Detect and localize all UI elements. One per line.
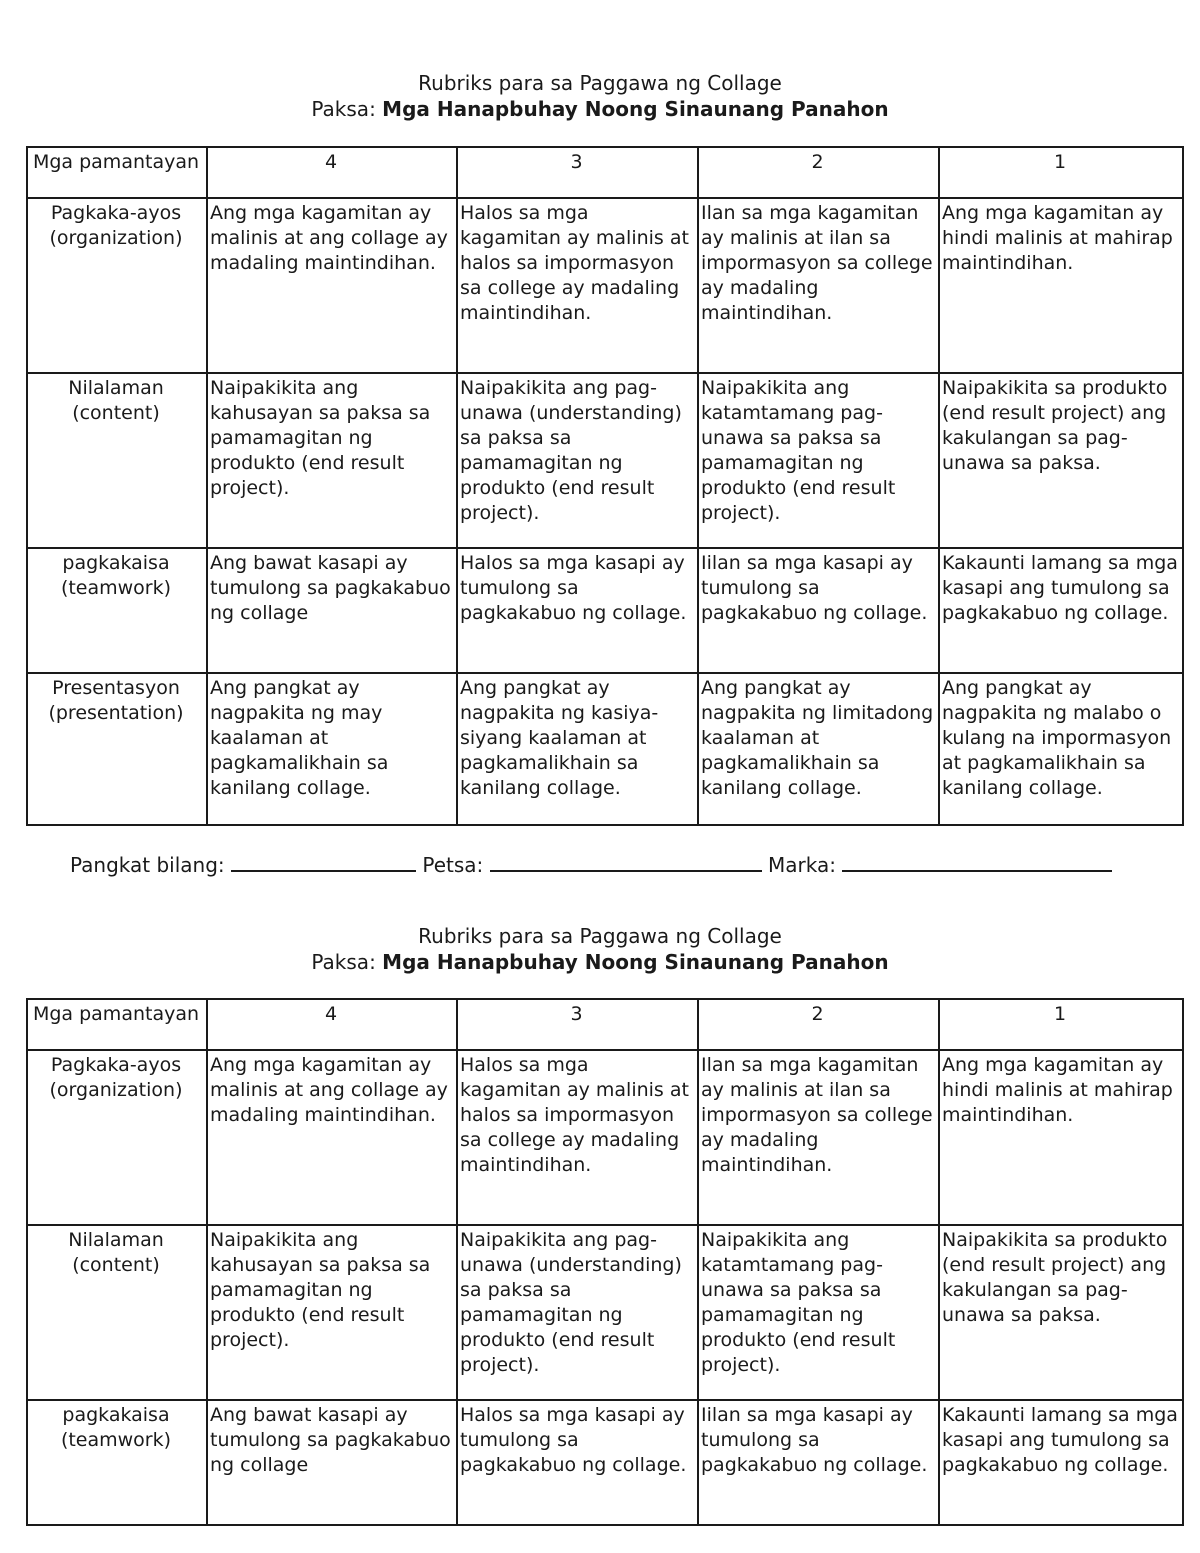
- rubric-row-organization: [27, 198, 1183, 373]
- descriptor-cell: Naipakikita sa produkto (end result project) ang kakulangan sa pag-unawa sa paksa.: [939, 1225, 1183, 1400]
- descriptor-cell: Naipakikita ang katamtamang pag-unawa sa paksa sa pamamagitan ng produkto (end result project).: [698, 1225, 939, 1400]
- rubric-row-teamwork: [27, 548, 1183, 673]
- rubric-topic-line: [0, 949, 1200, 975]
- score-blank[interactable]: [842, 848, 1112, 872]
- descriptor-cell: Kakaunti lamang sa mga kasapi ang tumulong sa pagkakabuo ng collage.: [939, 1400, 1183, 1525]
- header-score-1: 1: [939, 999, 1183, 1050]
- descriptor-cell: Kakaunti lamang sa mga kasapi ang tumulong sa pagkakabuo ng collage.: [939, 548, 1183, 673]
- group-number-label: Pangkat bilang:: [70, 853, 225, 877]
- descriptor-cell: Ilan sa mga kagamitan ay malinis at ilan sa impormasyon sa college ay madaling maintindihan.: [698, 1050, 939, 1225]
- group-number-blank[interactable]: [231, 848, 416, 872]
- criterion-cell: pagkakaisa (teamwork): [27, 1400, 207, 1525]
- header-score-4: 4: [207, 147, 457, 198]
- rubric-title-block-2: [0, 923, 1200, 975]
- descriptor-cell: Ilan sa mga kagamitan ay malinis at ilan sa impormasyon sa college ay madaling maintindihan.: [698, 198, 939, 373]
- criterion-cell: pagkakaisa (teamwork): [27, 548, 207, 673]
- rubric-topic-line: [0, 96, 1200, 122]
- descriptor-cell: Ang pangkat ay nagpakita ng kasiya-siyang kaalaman at pagkamalikhain sa kanilang collage.: [457, 673, 698, 825]
- topic-label: Paksa:: [311, 950, 376, 974]
- rubric-row-content: [27, 373, 1183, 548]
- descriptor-cell: Naipakikita ang katamtamang pag-unawa sa paksa sa pamamagitan ng produkto (end result project).: [698, 373, 939, 548]
- header-score-4: 4: [207, 999, 457, 1050]
- criterion-cell: Nilalaman (content): [27, 1225, 207, 1400]
- descriptor-cell: Ang bawat kasapi ay tumulong sa pagkakabuo ng collage: [207, 548, 457, 673]
- header-score-3: 3: [457, 999, 698, 1050]
- topic-value: Mga Hanapbuhay Noong Sinaunang Panahon: [382, 950, 889, 974]
- rubric-row-organization: [27, 1050, 1183, 1225]
- descriptor-cell: Naipakikita ang kahusayan sa paksa sa pamamagitan ng produkto (end result project).: [207, 373, 457, 548]
- header-score-2: 2: [698, 999, 939, 1050]
- rubric-table-2: [26, 998, 1184, 1526]
- header-score-1: 1: [939, 147, 1183, 198]
- rubric-title: Rubriks para sa Paggawa ng Collage: [418, 71, 782, 95]
- descriptor-cell: Ang mga kagamitan ay malinis at ang collage ay madaling maintindihan.: [207, 1050, 457, 1225]
- header-criteria: Mga pamantayan: [27, 999, 207, 1050]
- descriptor-cell: Naipakikita ang pag-unawa (understanding) sa paksa sa pamamagitan ng produkto (end result project).: [457, 1225, 698, 1400]
- score-label: Marka:: [768, 853, 836, 877]
- date-blank[interactable]: [490, 848, 762, 872]
- rubric-header-row: [27, 999, 1183, 1050]
- descriptor-cell: Iilan sa mga kasapi ay tumulong sa pagkakabuo ng collage.: [698, 1400, 939, 1525]
- rubric-row-presentation: [27, 673, 1183, 825]
- criterion-cell: Pagkaka-ayos (organization): [27, 198, 207, 373]
- descriptor-cell: Iilan sa mga kasapi ay tumulong sa pagkakabuo ng collage.: [698, 548, 939, 673]
- criterion-cell: Nilalaman (content): [27, 373, 207, 548]
- descriptor-cell: Ang pangkat ay nagpakita ng may kaalaman at pagkamalikhain sa kanilang collage.: [207, 673, 457, 825]
- date-label: Petsa:: [422, 853, 484, 877]
- descriptor-cell: Ang mga kagamitan ay hindi malinis at mahirap maintindihan.: [939, 1050, 1183, 1225]
- header-criteria: Mga pamantayan: [27, 147, 207, 198]
- topic-label: Paksa:: [311, 97, 376, 121]
- descriptor-cell: Naipakikita ang pag-unawa (understanding) sa paksa sa pamamagitan ng produkto (end result project).: [457, 373, 698, 548]
- descriptor-cell: Ang pangkat ay nagpakita ng limitadong kaalaman at pagkamalikhain sa kanilang collage.: [698, 673, 939, 825]
- rubric-table-2-clip: [0, 998, 1200, 1476]
- topic-value: Mga Hanapbuhay Noong Sinaunang Panahon: [382, 97, 889, 121]
- descriptor-cell: Naipakikita ang kahusayan sa paksa sa pamamagitan ng produkto (end result project).: [207, 1225, 457, 1400]
- criterion-cell: Presentasyon (presentation): [27, 673, 207, 825]
- descriptor-cell: Halos sa mga kagamitan ay malinis at halos sa impormasyon sa college ay madaling maintindihan.: [457, 1050, 698, 1225]
- rubric-header-row: [27, 147, 1183, 198]
- header-score-2: 2: [698, 147, 939, 198]
- header-score-3: 3: [457, 147, 698, 198]
- rubric-row-content: [27, 1225, 1183, 1400]
- rubric-table-1: [26, 146, 1184, 826]
- rubric-title: Rubriks para sa Paggawa ng Collage: [418, 924, 782, 948]
- descriptor-cell: Ang bawat kasapi ay tumulong sa pagkakabuo ng collage: [207, 1400, 457, 1525]
- descriptor-cell: Halos sa mga kagamitan ay malinis at halos sa impormasyon sa college ay madaling maintindihan.: [457, 198, 698, 373]
- descriptor-cell: Ang mga kagamitan ay malinis at ang collage ay madaling maintindihan.: [207, 198, 457, 373]
- rubric-title-block-1: [0, 70, 1200, 122]
- criterion-cell: Pagkaka-ayos (organization): [27, 1050, 207, 1225]
- rubric-row-teamwork: [27, 1400, 1183, 1525]
- descriptor-cell: Halos sa mga kasapi ay tumulong sa pagkakabuo ng collage.: [457, 1400, 698, 1525]
- descriptor-cell: Naipakikita sa produkto (end result project) ang kakulangan sa pag-unawa sa paksa.: [939, 373, 1183, 548]
- descriptor-cell: Ang mga kagamitan ay hindi malinis at mahirap maintindihan.: [939, 198, 1183, 373]
- descriptor-cell: Ang pangkat ay nagpakita ng malabo o kulang na impormasyon at pagkamalikhain sa kanilang collage.: [939, 673, 1183, 825]
- score-footer: [70, 848, 1140, 877]
- descriptor-cell: Halos sa mga kasapi ay tumulong sa pagkakabuo ng collage.: [457, 548, 698, 673]
